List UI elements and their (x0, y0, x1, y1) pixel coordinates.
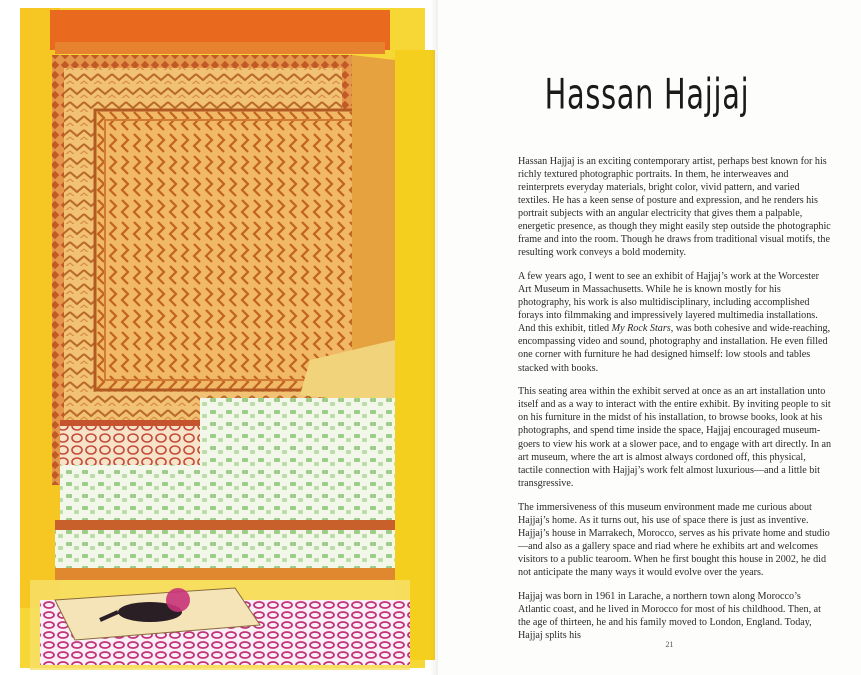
paragraph: A few years ago, I went to see an exhibit of Hajjaj’s work at the Worcester Art Museum in Massachusetts. While he is known mostly for his photography, his work is also multidisciplinary, including accomplished forays into filmmaking and impressively layered multimedia installations. And this exhibit, titled My Rock Stars, was both cohesive and wide-reaching, encompassing video and sound, photography and installation. He even filled one corner with furniture he had designed himself: low stools and tables stacked with books. (518, 271, 831, 374)
paragraph: Hajjaj was born in 1961 in Larache, a northern town along Morocco’s Atlantic coast, and he lived in Morocco for most of his childhood. Then, at the age of thirteen, he and his family moved to London, England. Today, Hajjaj splits his (518, 590, 821, 641)
page-number: 21 (665, 640, 674, 649)
page-title: Hassan Hajjaj (544, 70, 750, 120)
paragraph: This seating area within the exhibit served at once as an art installation unto itself and as a way to interact with the entire exhibit. By inviting people to sit on his furniture in the midst of his installation, to browse books, look at his photographs, and spend time inside the space, Hajjaj encouraged museum-goers to view his work at a slower pace, and to engage with art directly. In an art museum, where the art is almost always cordoned off, this physical, tactile connection with Hajjaj’s work felt almost luxurious—and a little bit transgressive. (518, 386, 832, 489)
exhibit-title: My Rock Stars (611, 323, 671, 335)
paragraph: The immersiveness of this museum environment made me curious about Hajjaj’s home. As it turns out, his use of space there is just as inventive. Hajjaj’s house in Marrakech, Morocco, serves as his private home and studio—and also as a gallery space and riad where he exhibits art and welcomes visitors to a public tearoom. When he first bought this house in 2002, he did not anticipate the many ways it would evolve over the years. (518, 501, 830, 578)
paragraph: Hassan Hajjaj is an exciting contemporary artist, perhaps best known for his richly textured photographic portraits. In them, he interweaves and reinterprets everyday materials, bright color, vivid pattern, and varied textiles. He has a keen sense of posture and expression, and he renders his portrait subjects with an angular electricity that gives them a palpable, energetic presence, as though they might easily step outside the photographic frame and into the room. Though he draws from traditional visual motifs, the resulting work conveys a bold modernity. (518, 156, 831, 259)
text-page (438, 0, 861, 675)
body-copy (518, 155, 832, 653)
